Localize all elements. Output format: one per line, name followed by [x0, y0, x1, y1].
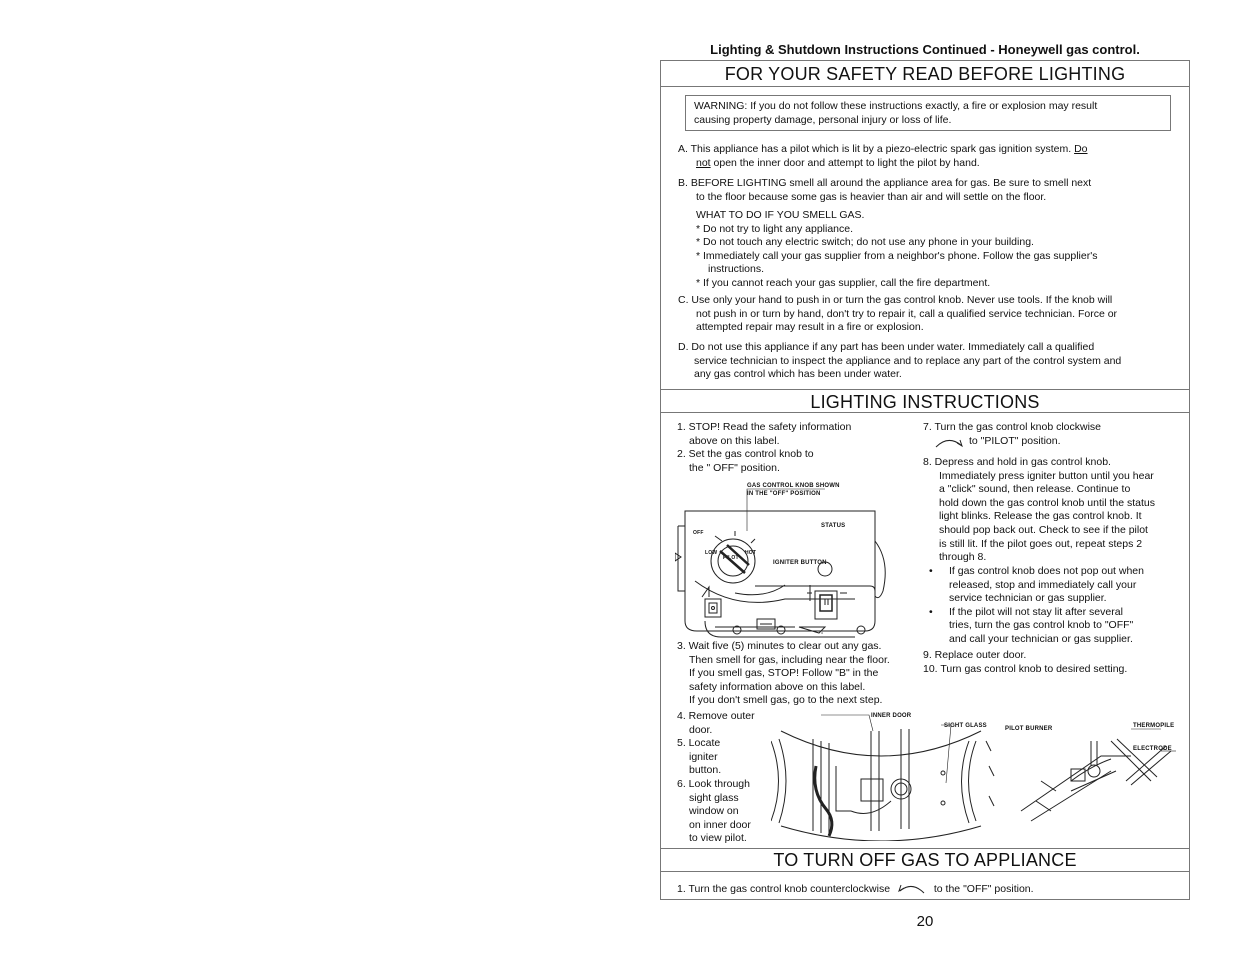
step-7-line: to "PILOT" position. [969, 434, 1061, 447]
step-3-line: safety information above on this label. [689, 680, 866, 693]
safety-item-c [678, 294, 1183, 335]
step-3-line: If you smell gas, STOP! Follow "B" in the [689, 667, 879, 680]
step-6-line: to view pilot. [689, 832, 747, 845]
step-5-line: button. [689, 764, 722, 777]
step-8-line: Immediately press igniter button until you hear [939, 469, 1154, 482]
turnoff-title: TO TURN OFF GAS TO APPLIANCE [773, 850, 1077, 870]
counterclockwise-arrow-icon [897, 881, 927, 895]
safety-item-b [678, 177, 1183, 204]
bullet-line: If gas control knob does not pop out when [949, 565, 1144, 577]
step-8-bullets: • If gas control knob does not pop out when released, stop and immediately call your service technician or gas supplier. • If the pilot will not stay lit after several tries, turn the gas control knob to "OFF" and call your technician or gas supplier. [929, 565, 1189, 647]
clockwise-arrow-icon [933, 435, 967, 449]
smell-gas-list [696, 209, 1181, 291]
smell-item: * If you cannot reach your gas supplier, call the fire department. [696, 276, 991, 289]
smell-item: * Do not try to light any appliance. [696, 222, 854, 235]
step-4-line: 4. Remove outer [677, 710, 755, 722]
warning-line: causing property damage, personal injury or loss of life. [694, 114, 952, 126]
steps-4-6 [677, 710, 777, 846]
fig2-inner-door-label: INNER DOOR [871, 713, 912, 719]
step-8 [923, 456, 1188, 565]
fig1-label: GAS CONTROL KNOB SHOWN [747, 483, 840, 489]
safety-title: FOR YOUR SAFETY READ BEFORE LIGHTING [724, 64, 1126, 84]
step-9: 9. Replace outer door. [923, 649, 1027, 661]
page-number: 20 [916, 913, 934, 930]
divider [661, 412, 1189, 413]
smell-item: * Do not touch any electric switch; do not use any phone in your building. [696, 236, 1034, 249]
step-2-line: the " OFF" position. [689, 461, 780, 474]
step-8-line: should pop back out. Check to see if the pilot [939, 523, 1148, 536]
fig1-off-label: OFF [693, 530, 704, 536]
warning-line: WARNING: If you do not follow these instructions exactly, a fire or explosion may result [694, 100, 1098, 112]
step-5-line: 5. Locate [677, 737, 721, 750]
fig1-igniter-label: IGNITER BUTTON [773, 560, 827, 566]
fig1-low-label: LOW [705, 550, 718, 556]
step-6-line: 6. Look through [677, 777, 750, 790]
fig1-pilot-label: PILOT [723, 555, 739, 561]
step-1-line: 1. STOP! Read the safety information [677, 421, 852, 433]
step-8-line: 8. Depress and hold in gas control knob. [923, 456, 1111, 468]
smell-item: instructions. [708, 263, 765, 276]
safety-d-line: D. Do not use this appliance if any part has been under water. Immediately call a qualified [678, 341, 1095, 353]
fig2-thermopile-label: THERMOPILE [1133, 723, 1175, 729]
step-8-line: through 8. [939, 551, 987, 564]
lighting-title: LIGHTING INSTRUCTIONS [810, 392, 1040, 412]
fig2-pilot-burner-label: PILOT BURNER [1005, 726, 1053, 732]
step-3-line: If you don't smell gas, go to the next step. [689, 694, 883, 707]
bullet-line: service technician or gas supplier. [949, 592, 1107, 605]
fig2-electrode-label: ELECTRODE [1133, 746, 1172, 752]
turnoff-step [677, 878, 1182, 897]
smell-heading: WHAT TO DO IF YOU SMELL GAS. [696, 209, 865, 221]
step-8-line: hold down the gas control knob until the status [939, 496, 1155, 509]
steps-9-10 [923, 649, 1183, 676]
fig2-sight-glass-label: SIGHT GLASS [944, 723, 987, 729]
step-3-line: 3. Wait five (5) minutes to clear out any gas. [677, 640, 882, 652]
fig1-status-label: STATUS [821, 523, 846, 529]
step-8-line: light blinks. Release the gas control knob. It [939, 510, 1142, 523]
step-7-line: 7. Turn the gas control knob clockwise [923, 421, 1102, 433]
safety-a-not: not [696, 156, 711, 169]
safety-b-line: B. BEFORE LIGHTING smell all around the appliance area for gas. Be sure to smell next [678, 177, 1092, 189]
warning-box [685, 95, 1171, 131]
safety-d-line: any gas control which has been under water. [694, 368, 902, 381]
fig1-hot-label: HOT [745, 550, 757, 556]
divider [661, 86, 1189, 87]
safety-a-line1: A. This appliance has a pilot which is lit by a piezo-electric spark gas ignition system. [678, 143, 1072, 155]
safety-c-line: C. Use only your hand to push in or turn the gas control knob. Never use tools. If the knob will [678, 294, 1113, 306]
step-10: 10. Turn gas control knob to desired setting. [923, 662, 1128, 675]
step-8-line: is still lit. If the pilot goes out, repeat steps 2 [939, 537, 1143, 550]
bullet-line: If the pilot will not stay lit after several [949, 605, 1123, 618]
page-header: Lighting & Shutdown Instructions Continued - Honeywell gas control. [710, 42, 1140, 57]
step-5-line: igniter [689, 750, 718, 763]
fig1-label: IN THE "OFF" POSITION [747, 491, 821, 497]
step-4-line: door. [689, 723, 713, 736]
safety-item-d [678, 341, 1183, 382]
inner-door-illustration [771, 711, 1186, 841]
step-1-line: above on this label. [689, 434, 780, 447]
turnoff-step-text: 1. Turn the gas control knob counterclockwise [677, 883, 891, 895]
safety-a-line2: open the inner door and attempt to light the pilot by hand. [710, 156, 980, 169]
safety-c-line: attempted repair may result in a fire or explosion. [696, 321, 924, 334]
step-6-line: sight glass [689, 791, 739, 804]
safety-c-line: not push in or turn by hand, don't try to repair it, call a qualified service technician. Force or [696, 307, 1118, 320]
bullet-line: and call your technician or gas supplier. [949, 632, 1133, 645]
divider [661, 871, 1189, 872]
divider [661, 389, 1189, 390]
safety-d-line: service technician to inspect the appliance and to replace any part of the control system and [694, 354, 1122, 367]
instruction-label [660, 60, 1190, 900]
step-3-line: Then smell for gas, including near the floor. [689, 653, 890, 666]
step-6-line: on inner door [689, 818, 751, 831]
turnoff-step-text: to the "OFF" position. [933, 883, 1034, 895]
step-2-line: 2. Set the gas control knob to [677, 448, 814, 461]
safety-b-line: to the floor because some gas is heavier than air and will settle on the floor. [696, 190, 1047, 203]
step-8-line: a "click" sound, then release. Continue to [939, 483, 1131, 496]
bullet-line: tries, turn the gas control knob to "OFF" [949, 619, 1134, 632]
smell-item: * Immediately call your gas supplier from a neighbor's phone. Follow the gas supplier's [696, 249, 1098, 262]
gas-control-illustration [675, 481, 895, 641]
safety-item-a [678, 143, 1183, 170]
bullet-line: released, stop and immediately call your [949, 578, 1137, 591]
step-3 [677, 640, 927, 708]
step-6-line: window on [689, 805, 739, 818]
steps-1-2 [677, 421, 917, 475]
safety-a-do: Do [1074, 143, 1088, 155]
